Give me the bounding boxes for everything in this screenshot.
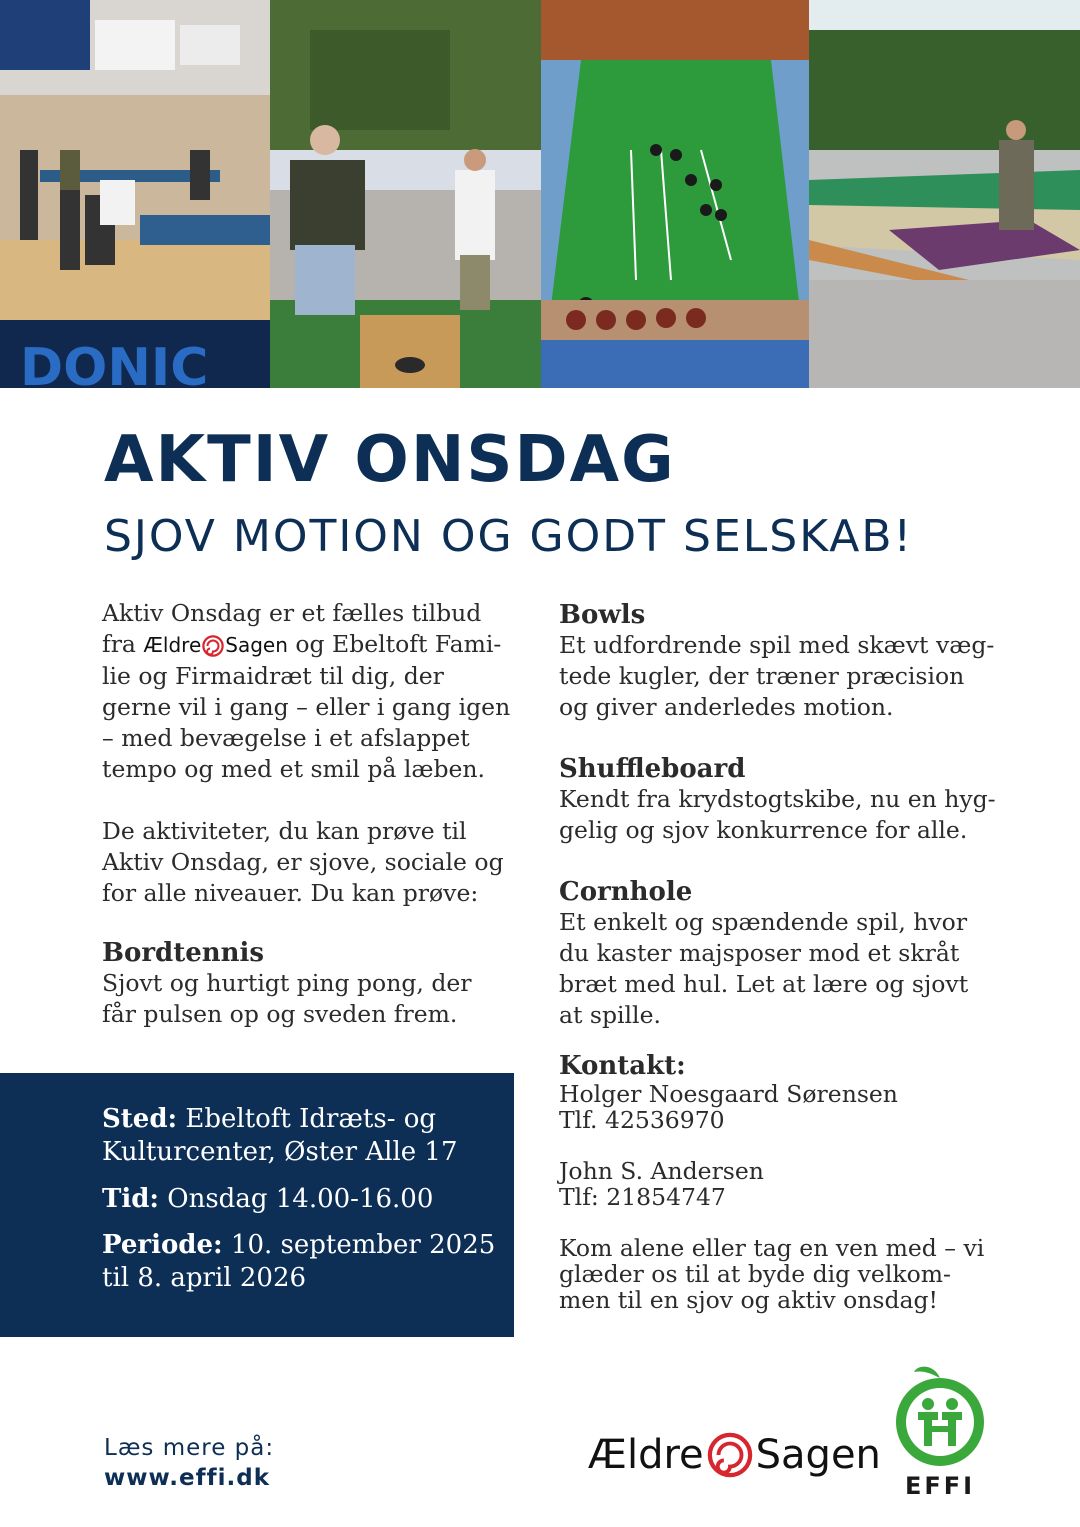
read-more-label: Læs mere på: <box>104 1435 275 1461</box>
effi-logo-text: EFFI <box>904 1472 976 1500</box>
photo-strip <box>0 0 1080 388</box>
svg-text:DONIC: DONIC <box>20 338 209 388</box>
bordtennis-heading: Bordtennis <box>102 938 265 968</box>
swirl-icon <box>202 635 224 657</box>
swirl-icon <box>707 1432 753 1478</box>
page-title: AKTIV ONSDAG <box>104 423 676 497</box>
contact-1-phone: Tlf. 42536970 <box>559 1106 725 1134</box>
intro-line-2-suffix: og Ebeltoft Fami- <box>295 630 502 658</box>
cornhole-heading: Cornhole <box>559 877 693 907</box>
contact-section <box>559 1051 999 1313</box>
contact-person-2 <box>559 1158 999 1210</box>
info-tid <box>102 1183 502 1216</box>
intro-line-2-prefix: fra <box>102 630 136 658</box>
effi-logo <box>888 1360 992 1500</box>
shuffleboard-photo <box>809 0 1080 388</box>
page-subtitle: SJOV MOTION OG GODT SELSKAB! <box>104 511 914 562</box>
bowls-heading: Bowls <box>559 600 646 630</box>
read-more-link[interactable]: www.effi.dk <box>104 1465 271 1491</box>
shuffleboard-text: Kendt fra krydstogtskibe, nu en hyg-gelig og sjov konkurrence for alle. <box>559 785 996 844</box>
tid-label: Tid: <box>102 1184 160 1214</box>
left-column <box>102 598 512 1030</box>
activity-shuffleboard <box>559 754 999 846</box>
activity-cornhole <box>559 877 999 1031</box>
tid-value: Onsdag 14.00-16.00 <box>167 1184 434 1214</box>
activity-bowls <box>559 600 999 723</box>
cornhole-photo <box>270 0 541 388</box>
read-more <box>104 1435 274 1491</box>
aeldre-sagen-logo <box>588 1432 881 1478</box>
info-sted <box>102 1103 502 1169</box>
sted-label: Sted: <box>102 1104 178 1134</box>
logo-sagen-text: Sagen <box>755 1432 881 1478</box>
activity-bordtennis <box>102 938 512 1030</box>
sted-value: Ebeltoft Idræts- og Kulturcenter, Øster Alle 17 <box>102 1104 458 1167</box>
bordtennis-photo <box>0 0 270 388</box>
intro-line-1: Aktiv Onsdag er et fælles tilbud <box>102 599 482 627</box>
logo-text-right: Sagen <box>225 633 288 657</box>
right-column <box>559 600 999 1313</box>
cornhole-text: Et enkelt og spændende spil, hvor du kaster majsposer mod et skråt bræt med hul. Let at lære og sjovt at spille. <box>559 908 969 1029</box>
periode-label: Periode: <box>102 1230 223 1260</box>
contact-2-name: John S. Andersen <box>559 1157 764 1185</box>
bordtennis-text: Sjovt og hurtigt ping pong, der får pulsen op og sveden frem. <box>102 969 472 1028</box>
intro-paragraph <box>102 598 512 785</box>
info-box <box>0 1073 514 1337</box>
bowls-photo <box>541 0 809 388</box>
periode-value: 10. september 2025 til 8. april 2026 <box>102 1230 496 1293</box>
contact-2-phone: Tlf: 21854747 <box>559 1183 726 1211</box>
logo-text-left: Ældre <box>143 633 202 657</box>
closing-text: Kom alene eller tag en ven med – vi glæder os til at byde dig velkom-men til en sjov og aktiv onsdag! <box>559 1234 985 1314</box>
intro-rest: lie og Firmaidræt til dig, der gerne vil i gang – eller i gang igen – med bevægelse i et afslappet tempo og med et smil på læben. <box>102 662 511 783</box>
bowls-text: Et udfordrende spil med skævt væg-tede kugler, der træner præcision og giver anderledes motion. <box>559 631 995 721</box>
contact-heading: Kontakt: <box>559 1051 686 1081</box>
logo-aeldre-text: Ældre <box>588 1432 704 1478</box>
aeldre-sagen-inline-logo <box>143 630 287 661</box>
info-periode <box>102 1229 502 1295</box>
contact-person-1 <box>559 1081 999 1133</box>
activities-intro: De aktiviteter, du kan prøve til Aktiv Onsdag, er sjove, sociale og for alle niveauer. Du kan prøve: <box>102 817 504 907</box>
contact-1-name: Holger Noesgaard Sørensen <box>559 1080 898 1108</box>
shuffleboard-heading: Shuffleboard <box>559 754 746 784</box>
